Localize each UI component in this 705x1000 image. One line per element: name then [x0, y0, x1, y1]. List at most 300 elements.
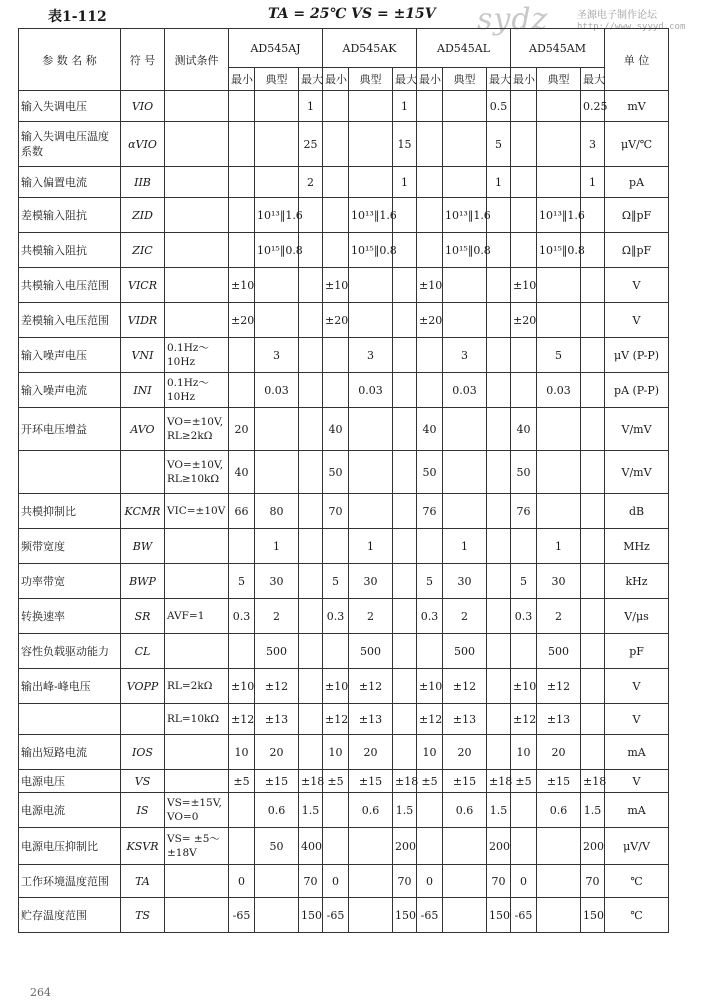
value-cell	[443, 865, 487, 898]
value-cell: ±10	[323, 268, 349, 303]
value-cell	[537, 122, 581, 167]
param-symbol: VOPP	[121, 669, 165, 704]
value-cell: 10	[323, 735, 349, 770]
value-cell: ±12	[349, 669, 393, 704]
param-name: 输入失调电压	[19, 91, 121, 122]
table-row	[19, 494, 669, 529]
value-cell	[443, 828, 487, 865]
value-cell	[393, 494, 417, 529]
param-symbol: SR	[121, 599, 165, 634]
value-cell	[349, 408, 393, 451]
param-symbol: BWP	[121, 564, 165, 599]
value-cell	[537, 91, 581, 122]
param-symbol: INI	[121, 373, 165, 408]
value-cell: 0.6	[255, 793, 299, 828]
value-cell	[511, 167, 537, 198]
value-cell: ±5	[417, 770, 443, 793]
value-cell	[487, 373, 511, 408]
value-cell: 5	[487, 122, 511, 167]
unit-cell: ℃	[605, 865, 669, 898]
value-cell: 2	[443, 599, 487, 634]
value-cell	[417, 233, 443, 268]
value-cell: ±12	[443, 669, 487, 704]
unit-cell: dB	[605, 494, 669, 529]
value-cell	[255, 91, 299, 122]
subheader-cell: 最大	[487, 68, 511, 91]
value-cell	[443, 268, 487, 303]
value-cell: 0.3	[229, 599, 255, 634]
value-cell: 1	[487, 167, 511, 198]
param-name: 输入失调电压温度系数	[19, 122, 121, 167]
param-symbol: IS	[121, 793, 165, 828]
value-cell	[255, 898, 299, 933]
value-cell: 40	[417, 408, 443, 451]
value-cell	[581, 669, 605, 704]
value-cell: ±12	[537, 669, 581, 704]
value-cell	[581, 303, 605, 338]
value-cell	[511, 828, 537, 865]
value-cell: ±12	[511, 704, 537, 735]
unit-cell: mV	[605, 91, 669, 122]
test-condition: VS=±15V, VO=0	[165, 793, 229, 828]
param-name: 容性负载驱动能力	[19, 634, 121, 669]
test-conditions: TA = 25℃ VS = ±15V	[268, 6, 436, 22]
value-cell: 1	[537, 529, 581, 564]
value-cell	[537, 303, 581, 338]
value-cell: 40	[323, 408, 349, 451]
param-name	[19, 704, 121, 735]
value-cell: 1.5	[393, 793, 417, 828]
value-cell	[443, 898, 487, 933]
value-cell	[487, 408, 511, 451]
value-cell: ±12	[323, 704, 349, 735]
param-symbol: VNI	[121, 338, 165, 373]
value-cell: 3	[255, 338, 299, 373]
value-cell	[393, 268, 417, 303]
test-condition	[165, 167, 229, 198]
table-row	[19, 91, 669, 122]
value-cell: 10	[417, 735, 443, 770]
value-cell: ±18	[393, 770, 417, 793]
value-cell: ±18	[581, 770, 605, 793]
value-cell	[511, 634, 537, 669]
param-symbol	[121, 704, 165, 735]
value-cell: 500	[443, 634, 487, 669]
value-cell: ±20	[229, 303, 255, 338]
value-cell: 1	[349, 529, 393, 564]
unit-cell: Ω‖pF	[605, 233, 669, 268]
table-row	[19, 735, 669, 770]
value-cell: 70	[581, 865, 605, 898]
test-condition: VO=±10V, RL≥10kΩ	[165, 451, 229, 494]
col-model-al: AD545AL	[417, 29, 511, 68]
value-cell: 1	[299, 91, 323, 122]
value-cell: 2	[349, 599, 393, 634]
value-cell	[443, 167, 487, 198]
param-symbol: CL	[121, 634, 165, 669]
value-cell	[487, 338, 511, 373]
value-cell: -65	[511, 898, 537, 933]
value-cell: 0.5	[487, 91, 511, 122]
test-condition	[165, 303, 229, 338]
value-cell	[443, 303, 487, 338]
value-cell: ±18	[487, 770, 511, 793]
value-cell: 1	[581, 167, 605, 198]
value-cell	[487, 735, 511, 770]
value-cell: 50	[417, 451, 443, 494]
value-cell: 200	[393, 828, 417, 865]
table-number: 表1-112	[48, 9, 107, 25]
value-cell: 76	[417, 494, 443, 529]
table-row	[19, 373, 669, 408]
col-symbol: 符 号	[121, 29, 165, 91]
value-cell	[487, 599, 511, 634]
unit-cell: ℃	[605, 898, 669, 933]
value-cell: 10	[229, 735, 255, 770]
test-condition	[165, 735, 229, 770]
value-cell	[393, 669, 417, 704]
value-cell	[299, 451, 323, 494]
value-cell: 30	[349, 564, 393, 599]
value-cell	[443, 494, 487, 529]
value-cell: 25	[299, 122, 323, 167]
value-cell: 150	[299, 898, 323, 933]
test-condition: AVF=1	[165, 599, 229, 634]
value-cell: 3	[443, 338, 487, 373]
value-cell: 20	[537, 735, 581, 770]
value-cell	[511, 338, 537, 373]
value-cell: 10¹⁵‖0.8	[255, 233, 299, 268]
value-cell	[229, 233, 255, 268]
subheader-cell: 最小	[511, 68, 537, 91]
value-cell	[323, 122, 349, 167]
subheader-cell: 最小	[229, 68, 255, 91]
value-cell	[487, 669, 511, 704]
unit-cell: Ω‖pF	[605, 198, 669, 233]
value-cell: ±10	[229, 669, 255, 704]
value-cell	[323, 91, 349, 122]
value-cell: ±15	[537, 770, 581, 793]
value-cell	[299, 735, 323, 770]
param-name: 差模输入电压范围	[19, 303, 121, 338]
value-cell	[349, 865, 393, 898]
unit-cell: V	[605, 704, 669, 735]
param-name: 电源电压抑制比	[19, 828, 121, 865]
value-cell: -65	[417, 898, 443, 933]
param-name: 共模输入电压范围	[19, 268, 121, 303]
value-cell	[393, 529, 417, 564]
page-number: 264	[30, 986, 51, 999]
value-cell	[581, 451, 605, 494]
value-cell	[229, 634, 255, 669]
value-cell	[581, 373, 605, 408]
value-cell	[393, 338, 417, 373]
param-name: 输入偏置电流	[19, 167, 121, 198]
value-cell: 400	[299, 828, 323, 865]
value-cell	[417, 167, 443, 198]
value-cell	[349, 303, 393, 338]
param-symbol: IOS	[121, 735, 165, 770]
subheader-cell: 最大	[299, 68, 323, 91]
watermark-url: http://www.syyyd.com	[577, 22, 686, 32]
value-cell	[299, 564, 323, 599]
value-cell	[393, 634, 417, 669]
subheader-cell: 典型	[443, 68, 487, 91]
value-cell	[537, 268, 581, 303]
value-cell: 1.5	[581, 793, 605, 828]
param-name: 输出峰-峰电压	[19, 669, 121, 704]
table-row	[19, 793, 669, 828]
test-condition: VS= ±5～±18V	[165, 828, 229, 865]
test-condition	[165, 634, 229, 669]
value-cell	[511, 91, 537, 122]
value-cell	[255, 268, 299, 303]
table-row	[19, 770, 669, 793]
value-cell	[393, 373, 417, 408]
value-cell	[323, 338, 349, 373]
value-cell: 10¹⁵‖0.8	[349, 233, 393, 268]
value-cell	[229, 828, 255, 865]
value-cell: ±15	[255, 770, 299, 793]
value-cell: ±10	[417, 669, 443, 704]
value-cell: 10¹⁵‖0.8	[443, 233, 487, 268]
unit-cell: mA	[605, 735, 669, 770]
value-cell: 40	[229, 451, 255, 494]
value-cell: 500	[349, 634, 393, 669]
unit-cell: V/μs	[605, 599, 669, 634]
value-cell: 20	[349, 735, 393, 770]
value-cell: 5	[417, 564, 443, 599]
value-cell	[581, 634, 605, 669]
value-cell: 0.3	[417, 599, 443, 634]
table-row	[19, 704, 669, 735]
param-name: 共模抑制比	[19, 494, 121, 529]
value-cell: 3	[349, 338, 393, 373]
value-cell: 1	[393, 91, 417, 122]
table-row	[19, 828, 669, 865]
value-cell: ±5	[511, 770, 537, 793]
test-condition	[165, 198, 229, 233]
value-cell	[581, 529, 605, 564]
value-cell	[229, 793, 255, 828]
value-cell: 0.3	[511, 599, 537, 634]
value-cell: 0	[417, 865, 443, 898]
subheader-cell: 典型	[537, 68, 581, 91]
value-cell	[299, 373, 323, 408]
value-cell: ±20	[323, 303, 349, 338]
value-cell: 30	[537, 564, 581, 599]
value-cell: 10¹³‖1.6	[443, 198, 487, 233]
unit-cell: kHz	[605, 564, 669, 599]
value-cell	[511, 233, 537, 268]
value-cell: 30	[443, 564, 487, 599]
value-cell: ±10	[323, 669, 349, 704]
value-cell: 70	[487, 865, 511, 898]
value-cell	[255, 451, 299, 494]
value-cell: ±15	[443, 770, 487, 793]
value-cell: -65	[229, 898, 255, 933]
value-cell	[323, 634, 349, 669]
value-cell: ±10	[229, 268, 255, 303]
subheader-cell: 最小	[323, 68, 349, 91]
value-cell	[229, 529, 255, 564]
value-cell	[537, 408, 581, 451]
value-cell	[299, 494, 323, 529]
param-symbol: VIO	[121, 91, 165, 122]
value-cell: 70	[299, 865, 323, 898]
value-cell	[229, 338, 255, 373]
table-row	[19, 599, 669, 634]
value-cell	[393, 564, 417, 599]
value-cell	[349, 898, 393, 933]
value-cell: ±12	[255, 669, 299, 704]
value-cell: 50	[255, 828, 299, 865]
unit-cell: MHz	[605, 529, 669, 564]
value-cell: 10¹³‖1.6	[537, 198, 581, 233]
unit-cell: V/mV	[605, 408, 669, 451]
table-row	[19, 198, 669, 233]
value-cell	[511, 529, 537, 564]
col-model-ak: AD545AK	[323, 29, 417, 68]
value-cell	[229, 122, 255, 167]
value-cell	[581, 338, 605, 373]
value-cell	[323, 793, 349, 828]
value-cell: 150	[581, 898, 605, 933]
value-cell: 150	[487, 898, 511, 933]
unit-cell: pA (P-P)	[605, 373, 669, 408]
param-symbol: TA	[121, 865, 165, 898]
value-cell	[581, 735, 605, 770]
value-cell: 1.5	[299, 793, 323, 828]
value-cell	[255, 408, 299, 451]
value-cell: 3	[581, 122, 605, 167]
test-condition	[165, 898, 229, 933]
value-cell: 0	[323, 865, 349, 898]
value-cell: 70	[393, 865, 417, 898]
value-cell: 1	[255, 529, 299, 564]
value-cell: 15	[393, 122, 417, 167]
value-cell: 1	[393, 167, 417, 198]
value-cell: 5	[537, 338, 581, 373]
value-cell	[417, 198, 443, 233]
value-cell: ±5	[323, 770, 349, 793]
param-symbol: ZID	[121, 198, 165, 233]
value-cell: ±18	[299, 770, 323, 793]
value-cell	[393, 599, 417, 634]
test-condition	[165, 564, 229, 599]
value-cell	[511, 373, 537, 408]
value-cell: ±10	[511, 669, 537, 704]
value-cell	[487, 268, 511, 303]
value-cell: 30	[255, 564, 299, 599]
value-cell: ±5	[229, 770, 255, 793]
value-cell	[417, 373, 443, 408]
table-row	[19, 564, 669, 599]
value-cell	[255, 865, 299, 898]
value-cell	[299, 529, 323, 564]
test-condition: RL=2kΩ	[165, 669, 229, 704]
unit-cell: μV/℃	[605, 122, 669, 167]
value-cell: 0.03	[349, 373, 393, 408]
value-cell: 200	[487, 828, 511, 865]
value-cell	[511, 793, 537, 828]
table-row	[19, 303, 669, 338]
table-row	[19, 865, 669, 898]
table-row	[19, 233, 669, 268]
value-cell: 10¹³‖1.6	[255, 198, 299, 233]
value-cell	[581, 494, 605, 529]
value-cell: ±13	[443, 704, 487, 735]
value-cell: 20	[443, 735, 487, 770]
value-cell: -65	[323, 898, 349, 933]
param-symbol: AVO	[121, 408, 165, 451]
value-cell: ±20	[417, 303, 443, 338]
table-row	[19, 122, 669, 167]
param-symbol: KCMR	[121, 494, 165, 529]
value-cell: ±15	[349, 770, 393, 793]
value-cell	[581, 704, 605, 735]
table-row	[19, 451, 669, 494]
value-cell	[417, 91, 443, 122]
test-condition: VO=±10V, RL≥2kΩ	[165, 408, 229, 451]
value-cell	[487, 634, 511, 669]
value-cell	[255, 122, 299, 167]
value-cell	[393, 408, 417, 451]
value-cell: ±12	[229, 704, 255, 735]
value-cell	[299, 669, 323, 704]
value-cell	[487, 303, 511, 338]
value-cell: 1.5	[487, 793, 511, 828]
value-cell: ±10	[417, 268, 443, 303]
param-symbol: IIB	[121, 167, 165, 198]
test-condition: 0.1Hz～10Hz	[165, 338, 229, 373]
value-cell: 0.6	[443, 793, 487, 828]
table-row	[19, 408, 669, 451]
table-row	[19, 529, 669, 564]
spec-table	[18, 28, 669, 933]
col-model-aj: AD545AJ	[229, 29, 323, 68]
param-symbol: αVIO	[121, 122, 165, 167]
value-cell	[393, 451, 417, 494]
value-cell	[229, 373, 255, 408]
value-cell: 5	[229, 564, 255, 599]
param-symbol: BW	[121, 529, 165, 564]
param-name: 输出短路电流	[19, 735, 121, 770]
value-cell: ±20	[511, 303, 537, 338]
test-condition	[165, 233, 229, 268]
value-cell: 10¹³‖1.6	[349, 198, 393, 233]
value-cell: 50	[511, 451, 537, 494]
value-cell: 66	[229, 494, 255, 529]
value-cell	[299, 303, 323, 338]
value-cell: 10	[511, 735, 537, 770]
param-symbol: VICR	[121, 268, 165, 303]
value-cell	[299, 599, 323, 634]
test-condition	[165, 122, 229, 167]
value-cell: 1	[443, 529, 487, 564]
param-name: 功率带宽	[19, 564, 121, 599]
col-param: 参 数 名 称	[19, 29, 121, 91]
value-cell: 2	[537, 599, 581, 634]
param-symbol: TS	[121, 898, 165, 933]
value-cell	[537, 451, 581, 494]
value-cell	[581, 599, 605, 634]
param-name	[19, 451, 121, 494]
value-cell: 50	[323, 451, 349, 494]
value-cell	[487, 529, 511, 564]
col-unit: 单 位	[605, 29, 669, 91]
value-cell: ±13	[537, 704, 581, 735]
